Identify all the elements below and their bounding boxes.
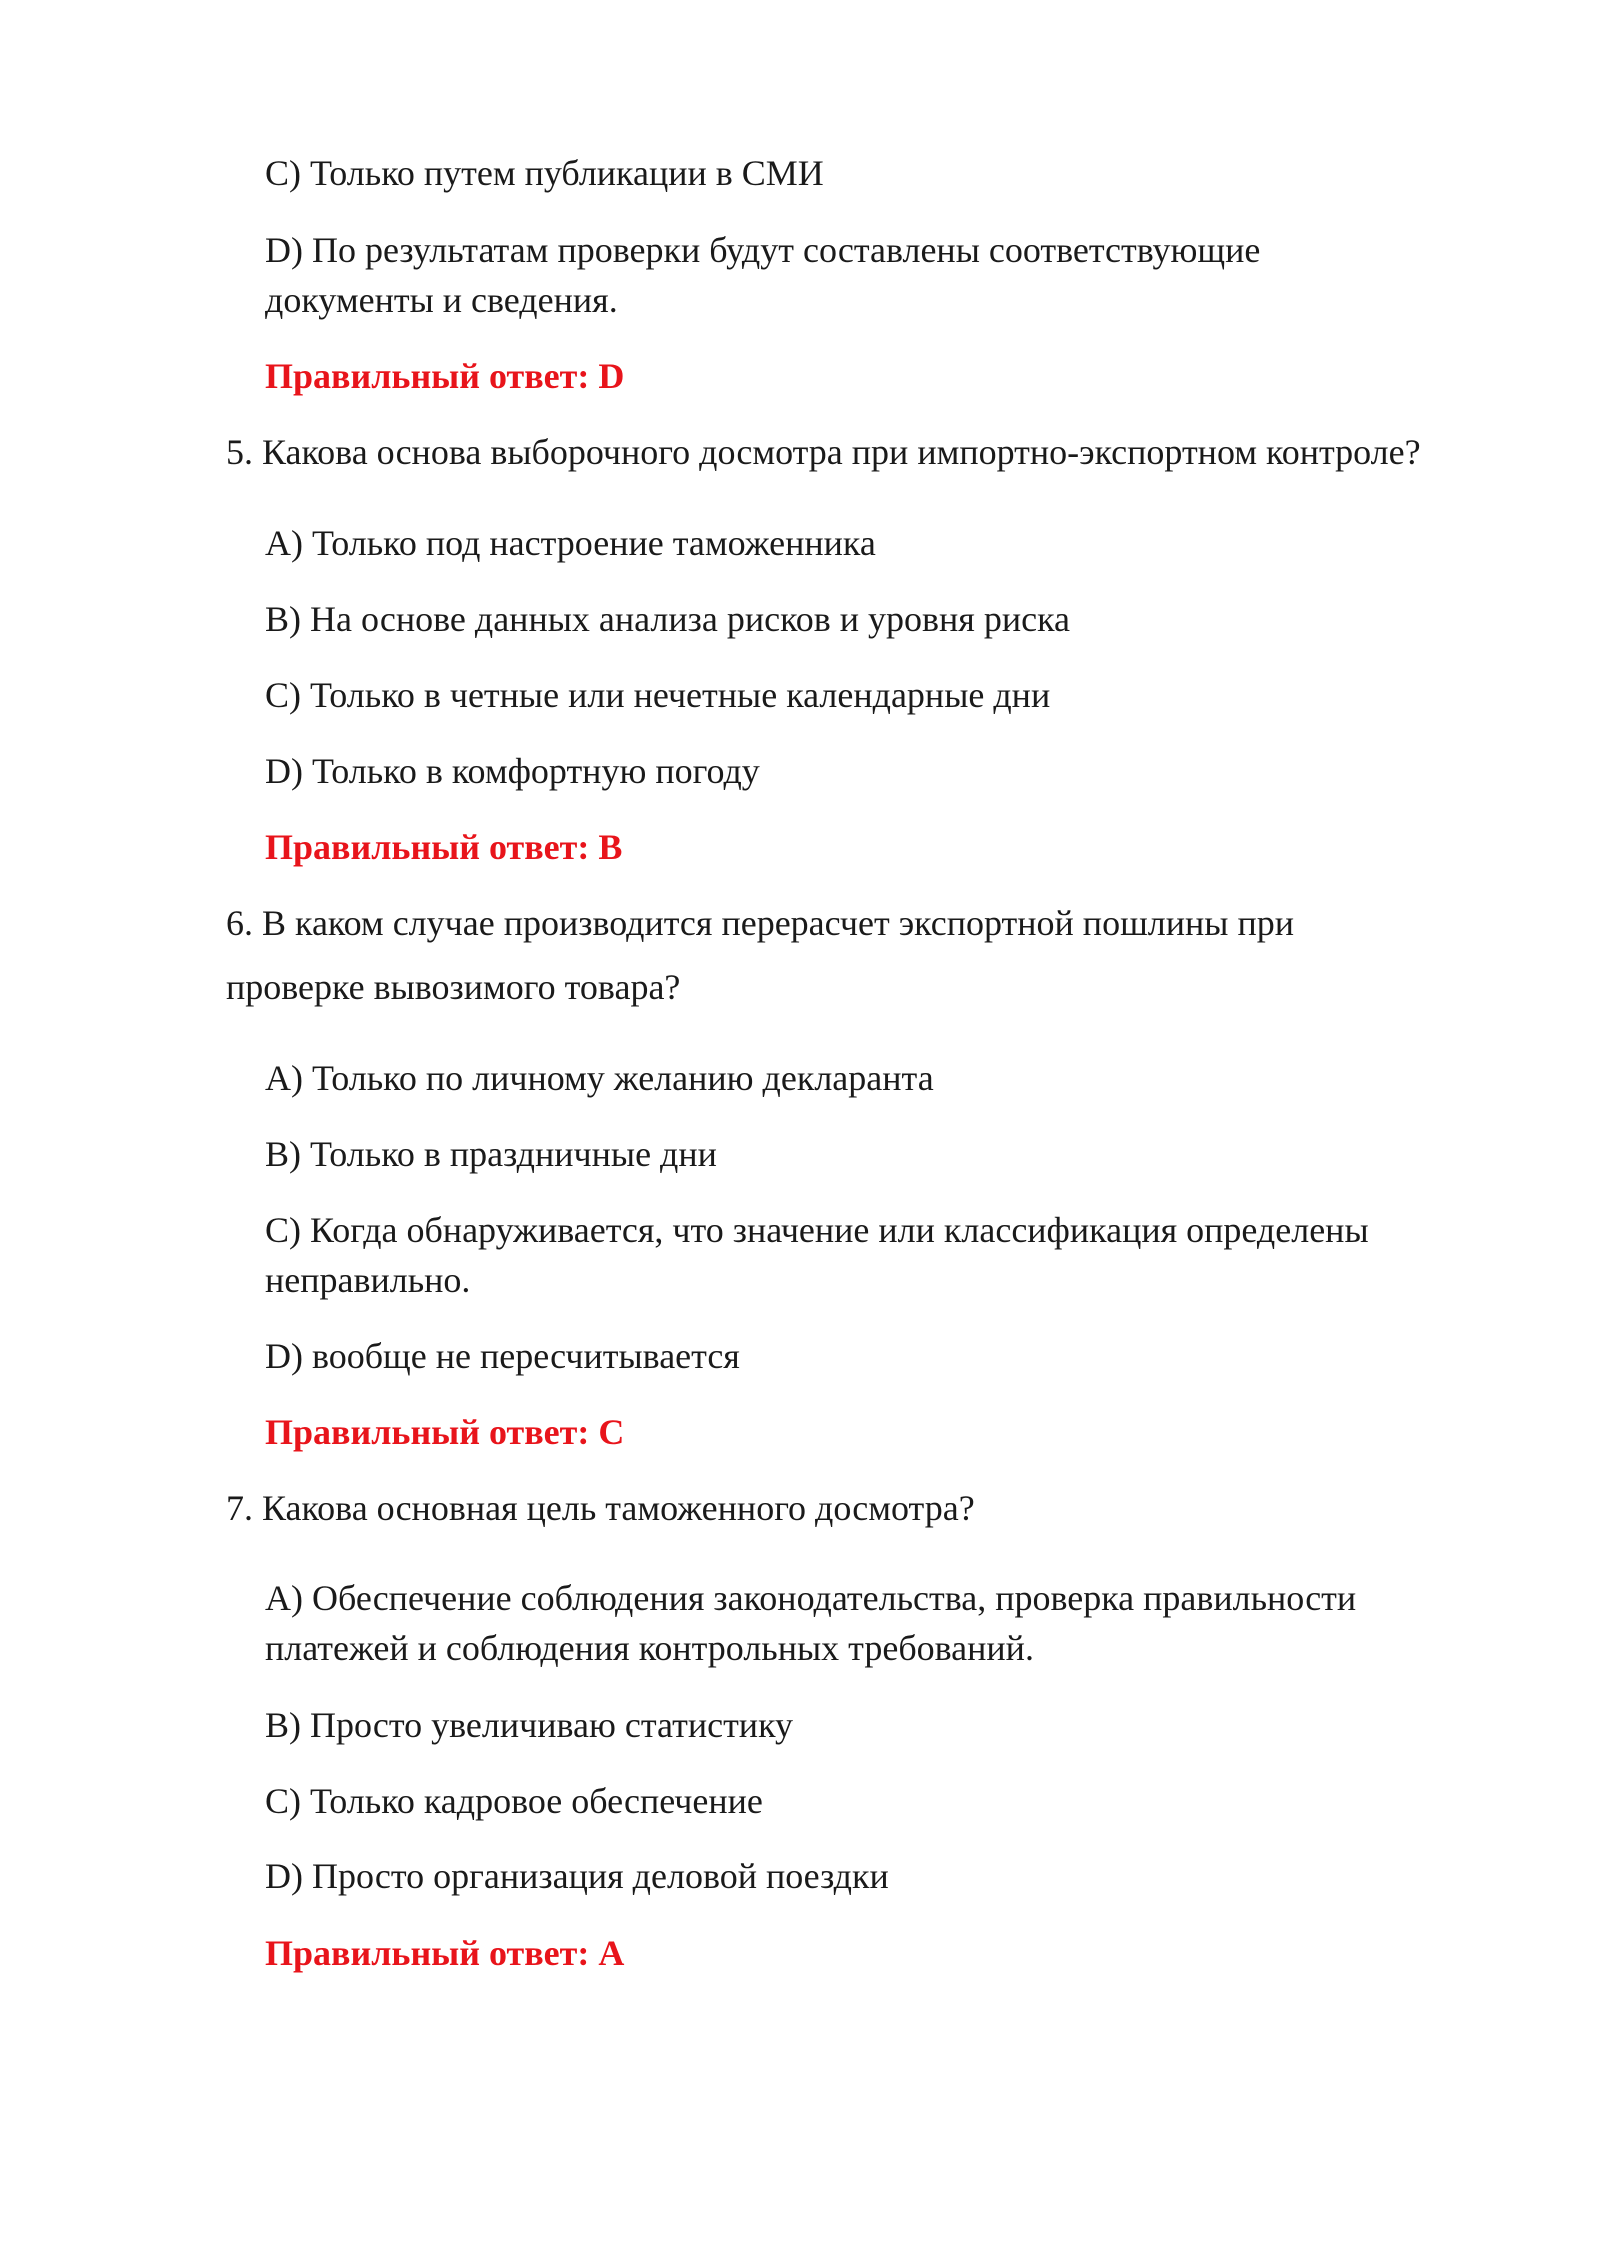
q4-option-d: D) По результатам проверки будут составлены соответствующие [265,230,1261,270]
q6-option-c-continued: неправильно. [265,1260,471,1300]
q7-option-a-continued: платежей и соблюдения контрольных требований. [265,1628,1034,1668]
q4-option-d-continued: документы и сведения. [265,280,618,320]
q5-option-a: A) Только под настроение таможенника [265,523,876,563]
question-5: 5. Какова основа выборочного досмотра при импортно-экспортном контроле? [226,432,1421,472]
q7-option-d: D) Просто организация деловой поездки [265,1856,889,1896]
q6-correct-answer: Правильный ответ: C [265,1412,625,1452]
q5-option-d: D) Только в комфортную погоду [265,751,760,791]
q5-option-c: C) Только в четные или нечетные календарные дни [265,675,1051,715]
q6-option-b: B) Только в праздничные дни [265,1134,717,1174]
question-6: 6. В каком случае производится перерасчет экспортной пошлины при [226,903,1295,943]
q4-option-c: C) Только путем публикации в СМИ [265,153,824,193]
q6-option-d: D) вообще не пересчитывается [265,1336,740,1376]
q7-correct-answer: Правильный ответ: A [265,1933,625,1973]
q4-correct-answer: Правильный ответ: D [265,356,625,396]
q5-correct-answer: Правильный ответ: B [265,827,623,867]
q5-option-b: B) На основе данных анализа рисков и уровня риска [265,599,1071,639]
q7-option-b: B) Просто увеличиваю статистику [265,1705,794,1745]
q6-option-a: A) Только по личному желанию декларанта [265,1058,934,1098]
question-7: 7. Какова основная цель таможенного досмотра? [226,1488,975,1528]
question-6-continued: проверке вывозимого товара? [226,967,681,1007]
q6-option-c: C) Когда обнаруживается, что значение или классификация определены [265,1210,1369,1250]
q7-option-a: A) Обеспечение соблюдения законодательства, проверка правильности [265,1578,1357,1618]
q7-option-c: C) Только кадровое обеспечение [265,1781,763,1821]
